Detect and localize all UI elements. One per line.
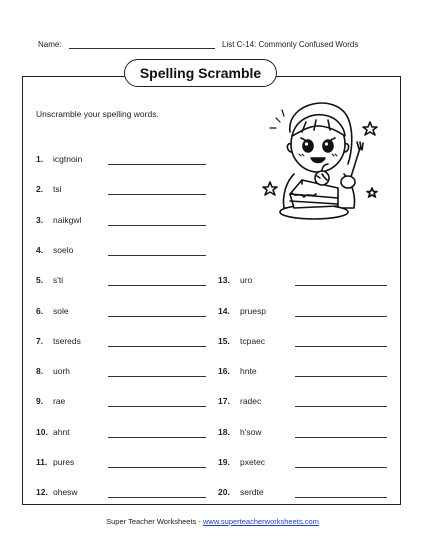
scrambled-word: serdte <box>240 487 264 498</box>
answer-line[interactable] <box>108 285 206 286</box>
item-number: 9. <box>36 396 44 407</box>
item-number: 2. <box>36 184 44 195</box>
instructions: Unscramble your spelling words. <box>36 109 159 119</box>
item-number: 16. <box>218 366 230 377</box>
item-number: 12. <box>36 487 48 498</box>
answer-line[interactable] <box>108 255 206 256</box>
scrambled-word: ahnt <box>53 426 70 437</box>
scrambled-word: icgtnoin <box>53 154 83 164</box>
item-number: 6. <box>36 305 44 316</box>
answer-line[interactable] <box>295 316 387 317</box>
item-number: 1. <box>36 154 44 164</box>
scrambled-word: pures <box>53 457 75 467</box>
item-number: 17. <box>218 396 230 407</box>
item-number: 20. <box>218 487 230 498</box>
answer-line[interactable] <box>108 164 206 165</box>
scrambled-word: sole <box>53 305 69 316</box>
name-label: Name: <box>38 40 62 49</box>
answer-line[interactable] <box>108 497 206 498</box>
footer-link[interactable]: www.superteacherworksheets.com <box>202 517 319 526</box>
item-number: 8. <box>36 366 44 377</box>
answer-line[interactable] <box>108 346 206 347</box>
scrambled-word: pxetec <box>240 457 266 467</box>
scrambled-word: pruesp <box>240 305 266 316</box>
girl-eating-cake-illustration <box>256 92 386 222</box>
answer-line[interactable] <box>108 437 206 438</box>
scrambled-word: tsereds <box>53 335 81 346</box>
answer-line[interactable] <box>295 346 387 347</box>
item-number: 18. <box>218 426 230 437</box>
scrambled-word: soelo <box>53 244 74 255</box>
answer-line[interactable] <box>295 406 387 407</box>
scrambled-word: hnte <box>240 366 257 377</box>
item-number: 10. <box>36 426 48 437</box>
answer-line[interactable] <box>108 376 206 377</box>
item-number: 11. <box>36 457 48 467</box>
item-number: 13. <box>218 275 230 286</box>
answer-line[interactable] <box>108 316 206 317</box>
scrambled-word: radec <box>240 396 262 407</box>
scrambled-word: tsi <box>53 184 62 195</box>
item-number: 15. <box>218 335 230 346</box>
item-number: 4. <box>36 244 44 255</box>
page-title: Spelling Scramble <box>124 59 277 87</box>
answer-line[interactable] <box>295 376 387 377</box>
name-line <box>69 48 215 49</box>
answer-line[interactable] <box>295 285 387 286</box>
scrambled-word: uro <box>240 275 253 286</box>
scrambled-word: tcpaec <box>240 335 266 346</box>
scrambled-word: h'sow <box>240 426 262 437</box>
answer-line[interactable] <box>295 437 387 438</box>
footer <box>0 517 425 526</box>
item-number: 19. <box>218 457 230 467</box>
answer-line[interactable] <box>108 406 206 407</box>
list-label: List C-14: Commonly Confused Words <box>222 40 359 49</box>
answer-line[interactable] <box>295 467 387 468</box>
scrambled-word: naikgwl <box>53 214 82 225</box>
scrambled-word: rae <box>53 396 66 407</box>
scrambled-word: uorh <box>53 366 71 377</box>
footer-text: Super Teacher Worksheets - <box>106 517 203 526</box>
answer-line[interactable] <box>295 497 387 498</box>
item-number: 3. <box>36 214 44 225</box>
answer-line[interactable] <box>108 467 206 468</box>
item-number: 5. <box>36 275 44 286</box>
item-number: 14. <box>218 305 230 316</box>
item-number: 7. <box>36 335 44 346</box>
answer-line[interactable] <box>108 225 206 226</box>
scrambled-word: ohesw <box>53 487 78 498</box>
answer-line[interactable] <box>108 194 206 195</box>
scrambled-word: s'ti <box>53 275 64 286</box>
